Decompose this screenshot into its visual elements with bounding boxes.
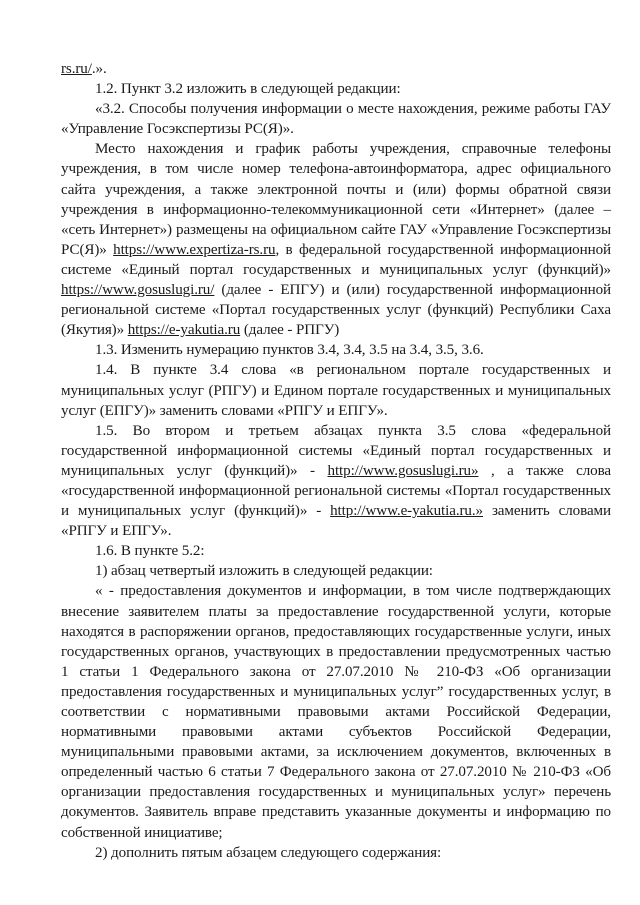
- paragraph-text: , а также слова «государственной информационной региональной системы «Портал государственных и муниципальных услуг (функций)» -: [61, 462, 611, 520]
- url-link[interactable]: https://www.gosuslugi.ru/: [61, 282, 215, 299]
- paragraph-text: « - предоставления документов и информации, в том числе подтверждающих внесение заявителем платы за предоставление государственной услуги, которые находятся в распоряжении органов, предоставляющих государственные услуги, иных государственных органов, участвующих в предоставлении предусмотренных частью 1 статьи 1 Федерального закона от 27.07.2010 № 210-ФЗ «Об организации предоставления государственных и муниципальных услуг” государственных услуг, в соответствии с нормативными правовыми актами Российской Федерации, нормативными правовыми актами субъектов Российской Федерации, муниципальными правовыми актами, за исключением документов, включенных в определенный частью 6 статьи 7 Федерального закона от 27.07.2010 № 210-ФЗ «Об организации предоставления государственных и муниципальных услуг» перечень документов. Заявитель вправе представить указанные документы и информацию по собственной инициативе;: [61, 583, 611, 841]
- paragraph-text: 2) дополнить пятым абзацем следующего содержания:: [95, 844, 442, 861]
- paragraph-text: Место нахождения и график работы учреждения, справочные телефоны учреждения, в том числе номер телефона-автоинформатора, адрес официального сайта учреждения, а также электронной почты и (или) формы обратной связи учреждения в информационно-телекоммуникационной сети «Интернет» (далее – «сеть Интернет») размещены на официальном сайте ГАУ «Управление Госэкспертизы РС(Я)»: [61, 141, 611, 258]
- paragraph-text: 1.5. Во втором и третьем абзацах пункта 3.5 слова «федеральной государственной информационной системы «Единый портал государственных и муниципальных услуг (функций)» -: [61, 422, 611, 479]
- url-link[interactable]: http://www.e-yakutia.ru.»: [330, 503, 483, 520]
- paragraph-text: , в федеральной государственной информационной системе «Единый портал государственных и муниципальных услуг (функций)»: [61, 241, 611, 278]
- paragraph-text: «3.2. Способы получения информации о месте нахождения, режиме работы ГАУ «Управление Госэкспертизы РС(Я)».: [61, 101, 611, 138]
- paragraph-item-1-2: [61, 79, 611, 99]
- url-link[interactable]: http://www.gosuslugi.ru»: [327, 462, 479, 479]
- paragraph-location-info: [61, 139, 611, 340]
- paragraph-continuation: [61, 59, 611, 79]
- paragraph-item-1-5: [61, 421, 611, 542]
- paragraph-text: (далее - РПГУ): [240, 322, 340, 339]
- paragraph-text: 1.2. Пункт 3.2 изложить в следующей редакции:: [95, 81, 401, 98]
- paragraph-text: заменить словами «РПГУ и ЕПГУ».: [61, 503, 611, 540]
- paragraph-item-1-3: [61, 340, 611, 360]
- url-link[interactable]: rs.ru/: [61, 61, 92, 77]
- url-link[interactable]: https://www.expertiza-rs.ru: [113, 241, 276, 258]
- paragraph-quoted-text: [61, 581, 611, 842]
- paragraph-text: 1.6. В пункте 5.2:: [95, 543, 205, 560]
- paragraph-subitem-1: [61, 561, 611, 581]
- paragraph-text: .».: [91, 61, 107, 77]
- paragraph-text: 1.3. Изменить нумерацию пунктов 3.4, 3.4, 3.5 на 3.4, 3.5, 3.6.: [95, 342, 484, 359]
- paragraph-subitem-2: [61, 843, 611, 863]
- url-link[interactable]: https://e-yakutia.ru: [127, 322, 241, 339]
- document-page: [61, 59, 611, 863]
- paragraph-text: (далее - ЕПГУ) и (или) государственной информационной региональной системе «Портал государственных услуг (функций) Республики Саха (Якутия)»: [61, 282, 611, 339]
- paragraph-text: 1) абзац четвертый изложить в следующей редакции:: [95, 563, 433, 580]
- paragraph-item-1-4: [61, 360, 611, 420]
- paragraph-text: 1.4. В пункте 3.4 слова «в региональном портале государственных и муниципальных услуг (РПГУ) и Едином портале государственных и муниципальных услуг (ЕПГУ)» заменить словами «РПГУ и ЕПГУ».: [61, 362, 611, 419]
- paragraph-item-3-2-heading: [61, 99, 611, 139]
- paragraph-item-1-6: [61, 541, 611, 561]
